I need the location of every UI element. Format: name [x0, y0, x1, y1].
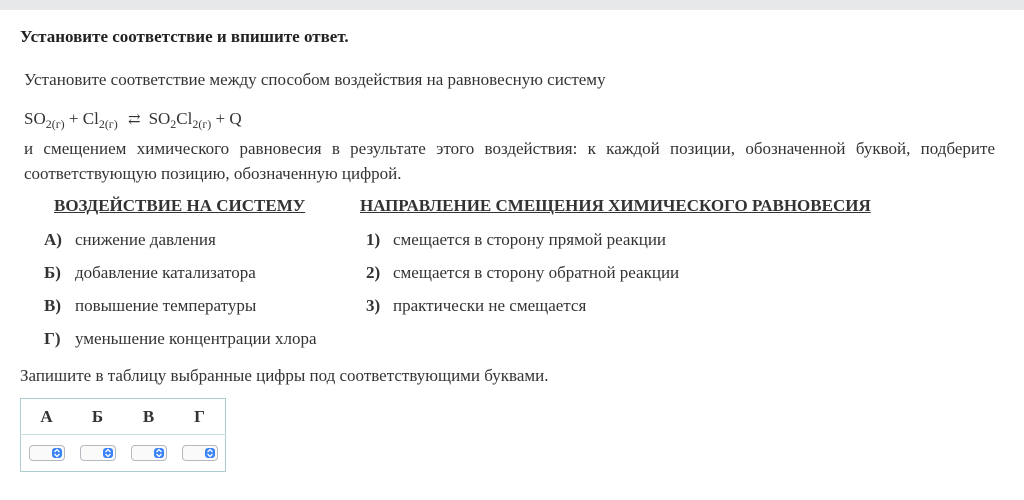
option-text: снижение давления	[75, 230, 216, 249]
eq-sub: 2	[170, 117, 177, 131]
task-intro: Установите соответствие между способом воздействия на равновесную систему	[24, 70, 606, 89]
left-option	[44, 296, 256, 316]
answer-select-b[interactable]	[80, 445, 116, 461]
option-key: В)	[44, 296, 61, 315]
eq-sub: 2(г)	[45, 117, 65, 131]
select-arrows-icon	[205, 448, 215, 458]
option-key: Б)	[44, 263, 61, 282]
task-description: и смещением химического равновесия в результате этого воздействия: к каждой позиции, обозначенной буквой, подберите соответствующую позицию, обозначенную цифрой.	[24, 139, 995, 183]
left-option	[44, 263, 256, 283]
answer-cell	[21, 435, 73, 472]
option-text: уменьшение концентрации хлора	[75, 329, 317, 348]
answer-select-g[interactable]	[182, 445, 218, 461]
answer-table-header-row	[21, 399, 226, 435]
eq-sub: 2(г)	[98, 117, 118, 131]
answer-cell	[72, 435, 123, 472]
answer-table-select-row	[21, 435, 226, 472]
select-arrows-icon	[103, 448, 113, 458]
left-option	[44, 230, 216, 250]
option-key: 1)	[366, 230, 381, 249]
answer-select-a[interactable]	[29, 445, 65, 461]
top-bar	[0, 0, 1024, 10]
option-text: повышение температуры	[75, 296, 257, 315]
eq-reactant-1: SO	[24, 109, 46, 128]
left-option	[44, 329, 317, 349]
select-arrows-icon	[52, 448, 62, 458]
left-column-header: ВОЗДЕЙСТВИЕ НА СИСТЕМУ	[54, 196, 306, 215]
eq-product: SO	[148, 109, 171, 128]
answer-cell	[123, 435, 174, 472]
right-option	[366, 296, 586, 316]
eq-product-cl: Cl	[176, 109, 193, 128]
equilibrium-arrow-icon: ⇄	[127, 112, 141, 128]
eq-sub: 2(г)	[192, 117, 212, 131]
reaction-equation	[24, 109, 242, 129]
option-text: добавление катализатора	[75, 263, 256, 282]
option-text: смещается в сторону обратной реакции	[393, 263, 680, 282]
select-arrows-icon	[154, 448, 164, 458]
option-text: смещается в сторону прямой реакции	[393, 230, 667, 249]
right-option	[366, 263, 679, 283]
option-key: Г)	[44, 329, 61, 348]
answer-column-header: Г	[174, 399, 226, 435]
answer-select-v[interactable]	[131, 445, 167, 461]
option-key: 3)	[366, 296, 381, 315]
answer-cell	[174, 435, 226, 472]
eq-reactant-2: + Cl	[64, 109, 99, 128]
option-key: А)	[44, 230, 62, 249]
answer-table	[20, 398, 226, 472]
answer-column-header: Б	[72, 399, 123, 435]
option-key: 2)	[366, 263, 381, 282]
answer-column-header: В	[123, 399, 174, 435]
answer-column-header: А	[21, 399, 73, 435]
option-text: практически не смещается	[393, 296, 587, 315]
right-option	[366, 230, 666, 250]
answer-instruction: Запишите в таблицу выбранные цифры под соответствующими буквами.	[20, 366, 549, 385]
right-column-header: НАПРАВЛЕНИЕ СМЕЩЕНИЯ ХИМИЧЕСКОГО РАВНОВЕСИЯ	[360, 196, 871, 215]
task-title: Установите соответствие и впишите ответ.	[20, 27, 349, 46]
eq-tail: + Q	[211, 109, 242, 128]
